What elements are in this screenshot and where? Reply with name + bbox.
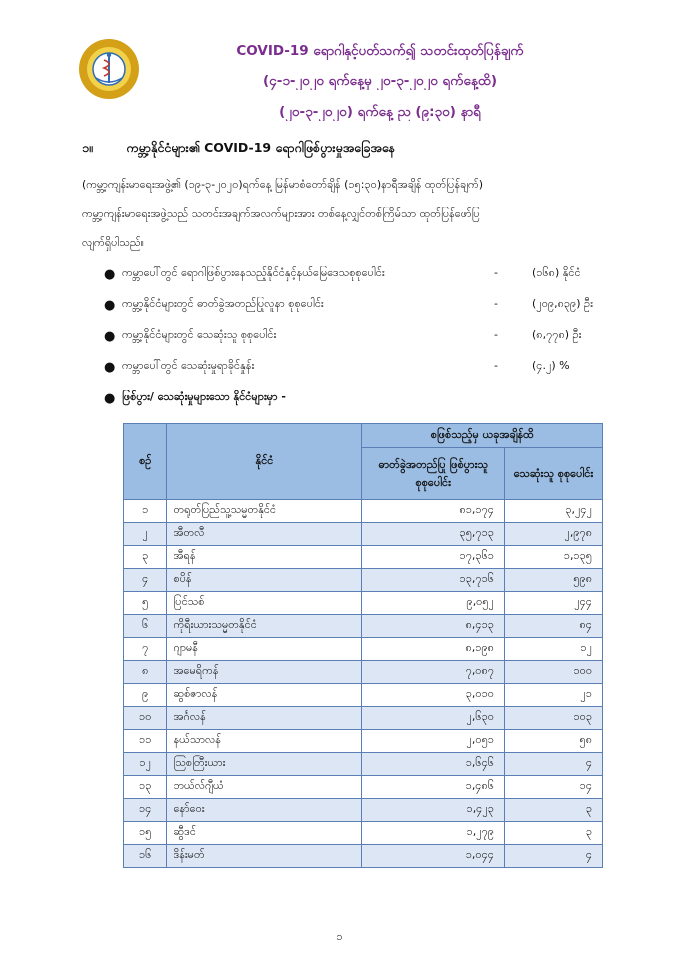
bullet-dot-icon: ● [104, 360, 116, 375]
table-row [124, 661, 603, 684]
table-row [124, 753, 603, 776]
cell-confirmed: ၁,၄၈၆ [362, 776, 504, 799]
title-line-2: (၄-၁-၂၀၂၀ ရက်နေ့မှ ၂၀-၃-၂၀၂၀ ရက်နေ့ထိ) [262, 73, 498, 89]
bullet-dot-icon: ● [104, 267, 116, 282]
bullet-item [104, 326, 604, 346]
cell-number: ၃ [124, 546, 167, 569]
bullet-dash: - [494, 266, 498, 279]
cell-deaths: ၄ [504, 753, 602, 776]
bullet-label: ကမ္ဘာ့နိုင်ငံများတွင် ဓာတ်ခွဲအတည်ပြုလူနာ စုစုပေါင်း [122, 297, 324, 310]
cell-confirmed: ၁၇,၃၆၁ [362, 546, 504, 569]
bullet-value: (၄.၂) % [532, 359, 570, 372]
cell-country: သြစတြီးယား [167, 753, 362, 776]
table-row [124, 615, 603, 638]
cell-confirmed: ၉,၀၅၂ [362, 592, 504, 615]
bullet-value: (၂၀၉,၈၃၉) ဦး [532, 297, 593, 310]
cell-country: အီတလီ [167, 523, 362, 546]
cell-confirmed: ၈၁,၁၇၄ [362, 500, 504, 523]
cell-deaths: ၁၀၃ [504, 707, 602, 730]
cell-number: ၅ [124, 592, 167, 615]
cell-deaths: ၁၂ [504, 638, 602, 661]
table-row [124, 822, 603, 845]
cell-deaths: ၃,၂၄၂ [504, 500, 602, 523]
cell-confirmed: ၈,၄၁၃ [362, 615, 504, 638]
table-row [124, 776, 603, 799]
cell-number: ၆ [124, 615, 167, 638]
cell-number: ၇ [124, 638, 167, 661]
header-deaths: သေဆုံးသူ စုစုပေါင်း [504, 448, 602, 500]
table-row [124, 684, 603, 707]
cell-deaths: ၅၈ [504, 730, 602, 753]
bullet-label: ကမ္ဘာ့နိုင်ငံများတွင် သေဆုံးသူ စုစုပေါင်း [122, 328, 277, 341]
cell-deaths: ၅၉၈ [504, 569, 602, 592]
page-number: ၁ [336, 930, 343, 943]
cell-confirmed: ၂,၀၅၁ [362, 730, 504, 753]
cell-country: နော်ဝေး [167, 799, 362, 822]
cell-deaths: ၂,၉၇၈ [504, 523, 602, 546]
cell-deaths: ၂၁ [504, 684, 602, 707]
bullet-value: (၁၆၈) နိုင်ငံ [532, 266, 581, 279]
cell-deaths: ၁၀၀ [504, 661, 602, 684]
section-number: ၁။ [82, 140, 93, 155]
cell-number: ၁၂ [124, 753, 167, 776]
cell-number: ၁၄ [124, 799, 167, 822]
cell-country: တရုတ်ပြည်သူ့သမ္မတနိုင်ငံ [167, 500, 362, 523]
bullet-item [104, 264, 604, 284]
header-confirmed: ဓာတ်ခွဲအတည်ပြု ဖြစ်ပွားသူ စုစုပေါင်း [362, 448, 504, 500]
paragraph-line-1: (ကမ္ဘာ့ကျန်းမာရေးအဖွဲ့၏ (၁၉-၃-၂၀၂၀)ရက်နေ့ မြန်မာစံတော်ချိန် (၁၅:၃၀)နာရီအချိန် ထုတ်ပြန်ချက်) [82, 178, 483, 191]
bullet-label: ကမ္ဘာပေါ်တွင် ရောဂါဖြစ်ပွားနေသည့်နိုင်ငံနှင့်နယ်မြေဒေသစုစုပေါင်း [122, 266, 385, 279]
cell-confirmed: ၁,၀၄၄ [362, 845, 504, 868]
cell-confirmed: ၃၅,၇၁၃ [362, 523, 504, 546]
bullet-dot-icon: ● [104, 298, 116, 313]
table-row [124, 638, 603, 661]
paragraph-line-3: လျက်ရှိပါသည်။ [82, 236, 144, 249]
cell-number: ၁၀ [124, 707, 167, 730]
cell-number: ၂ [124, 523, 167, 546]
table-row [124, 730, 603, 753]
section-title: ကမ္ဘာ့နိုင်ငံများ၏ COVID-19 ရောဂါဖြစ်ပွားမှုအခြေအနေ [126, 140, 396, 155]
bullet-item [104, 388, 604, 408]
bullet-dot-icon: ● [104, 391, 116, 406]
cell-country: ဆွစ်ဇာလန် [167, 684, 362, 707]
cell-country: စပိန် [167, 569, 362, 592]
cell-confirmed: ၁,၄၂၃ [362, 799, 504, 822]
cell-number: ၁၃ [124, 776, 167, 799]
bullet-item [104, 295, 604, 315]
cell-confirmed: ၂,၆၃၀ [362, 707, 504, 730]
table-row [124, 569, 603, 592]
cell-country: နယ်သာလန် [167, 730, 362, 753]
cell-number: ၁၁ [124, 730, 167, 753]
section-heading [82, 140, 602, 159]
cell-deaths: ၁,၁၃၅ [504, 546, 602, 569]
cell-number: ၁၆ [124, 845, 167, 868]
bullet-label: ကမ္ဘာပေါ်တွင် သေဆုံးမှုရာခိုင်နှုန်း [122, 359, 255, 372]
header-country: နိုင်ငံ [167, 424, 362, 500]
cell-country: ပြင်သစ် [167, 592, 362, 615]
table-row [124, 592, 603, 615]
bullet-dash: - [494, 328, 498, 341]
countries-table [123, 423, 603, 868]
cell-deaths: ၈၄ [504, 615, 602, 638]
cell-confirmed: ၃,၀၁၀ [362, 684, 504, 707]
bullet-dash: - [494, 359, 498, 372]
bullet-item [104, 357, 604, 377]
cell-number: ၈ [124, 661, 167, 684]
header-group: စဖြစ်သည့်မှ ယခုအချိန်ထိ [362, 424, 603, 448]
cell-confirmed: ၁၃,၇၁၆ [362, 569, 504, 592]
cell-confirmed: ၁,၂၇၉ [362, 822, 504, 845]
bullet-dot-icon: ● [104, 329, 116, 344]
cell-number: ၁ [124, 500, 167, 523]
cell-confirmed: ၈,၁၉၈ [362, 638, 504, 661]
cell-deaths: ၂၄၄ [504, 592, 602, 615]
cell-country: ကိုရီးယားသမ္မတနိုင်ငံ [167, 615, 362, 638]
cell-deaths: ၃ [504, 799, 602, 822]
table-row [124, 707, 603, 730]
bullet-value: (၈,၇၇၈) ဦး [532, 328, 582, 341]
title-line-1: COVID-19 ရောဂါနှင့်ပတ်သက်၍ သတင်းထုတ်ပြန်ချက် [236, 43, 524, 59]
table-row [124, 546, 603, 569]
ministry-logo [78, 38, 140, 100]
bullet-label: ဖြစ်ပွား/ သေဆုံးမှုများသော နိုင်ငံများမှာ - [122, 390, 286, 403]
cell-number: ၁၅ [124, 822, 167, 845]
cell-country: အင်္ဂလန် [167, 707, 362, 730]
cell-confirmed: ၁,၆၄၆ [362, 753, 504, 776]
cell-deaths: ၁၄ [504, 776, 602, 799]
bullet-dash: - [494, 297, 498, 310]
table-row [124, 845, 603, 868]
cell-country: ဘယ်လ်ဂျီယံ [167, 776, 362, 799]
title-line-3: (၂၀-၃-၂၀၂၀) ရက်နေ့ ည (၉:၃၀) နာရီ [279, 104, 481, 120]
cell-country: ဂျာမနီ [167, 638, 362, 661]
cell-country: ဆွီဒင် [167, 822, 362, 845]
cell-confirmed: ၇,၀၈၇ [362, 661, 504, 684]
paragraph-line-2: ကမ္ဘာ့ကျန်းမာရေးအဖွဲ့သည် သတင်းအချက်အလက်များအား တစ်နေ့လျှင်တစ်ကြိမ်သာ ထုတ်ပြန်ဖော်ပြ [82, 207, 480, 220]
cell-deaths: ၄ [504, 845, 602, 868]
table-row [124, 500, 603, 523]
header-no: စဉ် [124, 424, 167, 500]
table-row [124, 523, 603, 546]
cell-country: အမေရိကန် [167, 661, 362, 684]
cell-country: အီရန် [167, 546, 362, 569]
cell-number: ၄ [124, 569, 167, 592]
cell-number: ၉ [124, 684, 167, 707]
table-row [124, 799, 603, 822]
table-body [124, 500, 603, 868]
cell-deaths: ၃ [504, 822, 602, 845]
cell-country: ဒိန်းမတ် [167, 845, 362, 868]
